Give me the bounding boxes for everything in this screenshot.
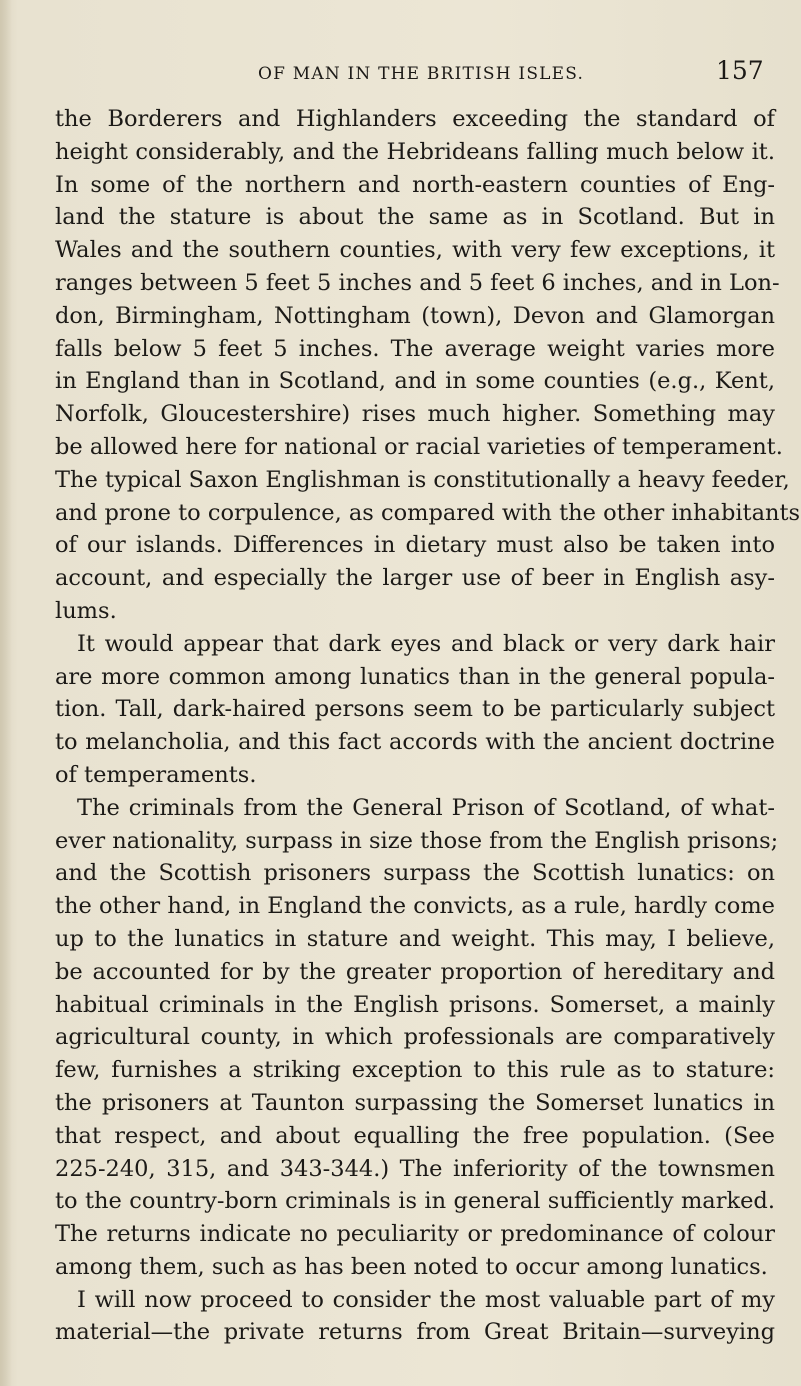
running-title: OF MAN IN THE BRITISH ISLES. — [258, 64, 585, 84]
body-text — [55, 103, 801, 1349]
text-line: to melancholia, and this fact accords with the ancient doctrine — [55, 729, 775, 756]
page-gutter-shadow — [0, 0, 12, 1386]
text-line: and prone to corpulence, as compared with the other inhabitants — [55, 499, 801, 526]
text-line: account, and especially the larger use of beer in English asy- — [55, 565, 775, 592]
text-line: up to the lunatics in stature and weight. This may, I believe, — [55, 925, 775, 952]
text-line: are more common among lunatics than in the general popula- — [55, 663, 775, 690]
text-line: to the country-born criminals is in general sufficiently marked. — [55, 1188, 775, 1215]
text-line: material—the private returns from Great Britain—surveying — [55, 1319, 775, 1346]
text-line: agricultural county, in which professionals are comparatively — [55, 1024, 775, 1051]
text-line: The typical Saxon Englishman is constitutionally a heavy feeder, — [55, 466, 790, 493]
text-line: in England than in Scotland, and in some counties (e.g., Kent, — [55, 368, 775, 395]
text-line: few, furnishes a striking exception to this rule as to stature: — [55, 1057, 775, 1084]
text-line: It would appear that dark eyes and black or very dark hair — [77, 630, 775, 657]
text-line: tion. Tall, dark-haired persons seem to be particularly subject — [55, 696, 775, 723]
text-line: be allowed here for national or racial varieties of temperament. — [55, 433, 783, 460]
text-line: I will now proceed to consider the most valuable part of my — [77, 1286, 775, 1313]
text-line: among them, such as has been noted to occur among lunatics. — [55, 1253, 768, 1280]
text-line: height considerably, and the Hebrideans falling much below it. — [55, 138, 775, 165]
text-line: 225-240, 315, and 343-344.) The inferiority of the townsmen — [55, 1155, 775, 1182]
text-line: land the stature is about the same as in Scotland. But in — [55, 204, 775, 231]
page-number: 157 — [716, 56, 764, 85]
text-line: don, Birmingham, Nottingham (town), Devon and Glamorgan — [55, 302, 775, 329]
text-line: be accounted for by the greater proportion of hereditary and — [55, 958, 775, 985]
text-line: habitual criminals in the English prisons. Somerset, a mainly — [55, 991, 775, 1018]
running-head — [0, 56, 801, 88]
text-line: of temperaments. — [55, 761, 257, 788]
text-line: falls below 5 feet 5 inches. The average weight varies more — [55, 335, 775, 362]
text-line: The criminals from the General Prison of Scotland, of what- — [77, 794, 775, 821]
text-line: Norfolk, Gloucestershire) rises much higher. Something may — [55, 401, 775, 428]
text-line: and the Scottish prisoners surpass the Scottish lunatics: on — [55, 860, 775, 887]
text-line: the Borderers and Highlanders exceeding the standard of — [55, 106, 775, 132]
text-line: The returns indicate no peculiarity or predominance of colour — [55, 1221, 775, 1248]
text-line: the other hand, in England the convicts, as a rule, hardly come — [55, 893, 775, 920]
text-line: ranges between 5 feet 5 inches and 5 feet 6 inches, and in Lon- — [55, 269, 780, 296]
text-line: the prisoners at Taunton surpassing the Somerset lunatics in — [55, 1089, 775, 1116]
text-line: ever nationality, surpass in size those from the English prisons; — [55, 827, 779, 854]
text-line: of our islands. Differences in dietary must also be taken into — [55, 532, 775, 559]
text-line: In some of the northern and north-eastern counties of Eng- — [55, 171, 775, 198]
text-line: Wales and the southern counties, with very few exceptions, it — [55, 237, 775, 264]
text-line: that respect, and about equalling the free population. (See — [55, 1122, 775, 1149]
text-line: lums. — [55, 597, 117, 624]
